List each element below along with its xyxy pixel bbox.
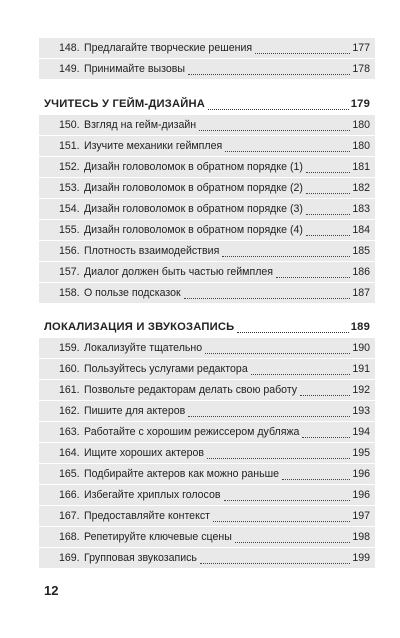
entry-number: 159. bbox=[59, 342, 80, 354]
dot-leader bbox=[188, 414, 350, 417]
entry-title: Локализуйте тщательно bbox=[84, 342, 203, 354]
entry-title: Пишите для актеров bbox=[84, 405, 186, 417]
entry-title: Репетируйте ключевые сцены bbox=[84, 531, 232, 543]
dot-leader bbox=[300, 393, 350, 396]
toc-entry bbox=[39, 400, 375, 421]
dot-leader bbox=[188, 72, 350, 75]
dot-leader bbox=[282, 477, 350, 480]
entry-title: Предоставляйте контекст bbox=[84, 510, 210, 522]
entry-title: Работайте с хорошим режиссером дубляжа bbox=[84, 426, 300, 438]
dot-leader bbox=[224, 498, 350, 501]
toc-section-heading bbox=[44, 316, 375, 338]
entry-page-number: 195 bbox=[352, 447, 370, 459]
entry-page-number: 196 bbox=[352, 468, 370, 480]
entry-number: 167. bbox=[59, 510, 80, 522]
entry-title: Предлагайте творческие решения bbox=[84, 42, 253, 54]
entry-page-number: 180 bbox=[352, 119, 370, 131]
toc-entry bbox=[39, 177, 375, 198]
entry-title: Дизайн головоломок в обратном порядке (4) bbox=[84, 224, 303, 236]
entry-number: 152. bbox=[59, 161, 80, 173]
toc-entry bbox=[39, 358, 375, 379]
entry-number: 149. bbox=[59, 63, 80, 75]
entry-page-number: 182 bbox=[352, 182, 370, 194]
entry-page-number: 197 bbox=[352, 510, 370, 522]
toc-entry bbox=[39, 337, 375, 358]
dot-leader bbox=[225, 149, 350, 152]
entry-page-number: 177 bbox=[352, 42, 370, 54]
dot-leader bbox=[207, 456, 350, 459]
toc-entry bbox=[39, 156, 375, 177]
toc-entry bbox=[39, 421, 375, 442]
dot-leader bbox=[237, 330, 349, 333]
dot-leader bbox=[255, 51, 350, 54]
entry-title: Взгляд на гейм-дизайн bbox=[84, 119, 197, 131]
entry-page-number: 185 bbox=[352, 245, 370, 257]
entry-page-number: 192 bbox=[352, 384, 370, 396]
dot-leader bbox=[184, 296, 350, 299]
entry-number: 157. bbox=[59, 266, 80, 278]
entry-title: Подбирайте актеров как можно раньше bbox=[84, 468, 280, 480]
entry-number: 164. bbox=[59, 447, 80, 459]
section-title: ЛОКАЛИЗАЦИЯ И ЗВУКОЗАПИСЬ bbox=[44, 321, 235, 333]
entry-number: 162. bbox=[59, 405, 80, 417]
entry-number: 169. bbox=[59, 552, 80, 564]
entry-number: 158. bbox=[59, 287, 80, 299]
toc-entry bbox=[39, 240, 375, 261]
entry-title: Пользуйтесь услугами редактора bbox=[84, 363, 248, 375]
entry-number: 168. bbox=[59, 531, 80, 543]
dot-leader bbox=[200, 561, 350, 564]
toc-section-heading bbox=[44, 93, 375, 115]
entry-page-number: 181 bbox=[352, 161, 370, 173]
toc-entry bbox=[39, 526, 375, 547]
dot-leader bbox=[199, 128, 350, 131]
entry-page-number: 186 bbox=[352, 266, 370, 278]
dot-leader bbox=[306, 233, 350, 236]
entry-number: 155. bbox=[59, 224, 80, 236]
dot-leader bbox=[306, 191, 350, 194]
entry-title: Изучите механики геймплея bbox=[84, 140, 223, 152]
toc-entry bbox=[39, 135, 375, 156]
toc-entry bbox=[39, 547, 375, 568]
section-page-number: 179 bbox=[350, 98, 370, 110]
entry-number: 165. bbox=[59, 468, 80, 480]
entry-page-number: 187 bbox=[352, 287, 370, 299]
toc-entry bbox=[39, 114, 375, 135]
entry-page-number: 190 bbox=[352, 342, 370, 354]
dot-leader bbox=[306, 212, 350, 215]
dot-leader bbox=[306, 170, 350, 173]
entry-page-number: 193 bbox=[352, 405, 370, 417]
entry-title: Плотность взаимодействия bbox=[84, 245, 220, 257]
entry-page-number: 196 bbox=[352, 489, 370, 501]
toc-entry bbox=[39, 198, 375, 219]
dot-leader bbox=[235, 540, 350, 543]
entry-page-number: 194 bbox=[352, 426, 370, 438]
entry-number: 156. bbox=[59, 245, 80, 257]
entry-title: Избегайте хриплых голосов bbox=[84, 489, 221, 501]
entry-page-number: 198 bbox=[352, 531, 370, 543]
entry-title: Диалог должен быть частью геймплея bbox=[84, 266, 274, 278]
entry-title: Групповая звукозапись bbox=[84, 552, 197, 564]
toc-entry bbox=[39, 219, 375, 240]
dot-leader bbox=[213, 519, 350, 522]
entry-number: 163. bbox=[59, 426, 80, 438]
entry-number: 154. bbox=[59, 203, 80, 215]
entry-number: 150. bbox=[59, 119, 80, 131]
entry-number: 160. bbox=[59, 363, 80, 375]
entry-page-number: 178 bbox=[352, 63, 370, 75]
dot-leader bbox=[222, 254, 350, 257]
section-title: УЧИТЕСЬ У ГЕЙМ-ДИЗАЙНА bbox=[44, 98, 206, 110]
dot-leader bbox=[251, 372, 350, 375]
entry-page-number: 183 bbox=[352, 203, 370, 215]
entry-number: 166. bbox=[59, 489, 80, 501]
entry-number: 151. bbox=[59, 140, 80, 152]
toc-entry bbox=[39, 282, 375, 303]
toc-entry bbox=[39, 379, 375, 400]
entry-number: 148. bbox=[59, 42, 80, 54]
entry-page-number: 184 bbox=[352, 224, 370, 236]
dot-leader bbox=[208, 107, 349, 110]
toc-entry bbox=[39, 484, 375, 505]
page-number: 12 bbox=[44, 583, 59, 598]
entry-number: 161. bbox=[59, 384, 80, 396]
entry-title: Принимайте вызовы bbox=[84, 63, 185, 75]
entry-page-number: 191 bbox=[352, 363, 370, 375]
toc-entry bbox=[39, 505, 375, 526]
dot-leader bbox=[205, 351, 350, 354]
toc-entry bbox=[39, 58, 375, 79]
entry-number: 153. bbox=[59, 182, 80, 194]
entry-page-number: 199 bbox=[352, 552, 370, 564]
entry-title: Дизайн головоломок в обратном порядке (1) bbox=[84, 161, 303, 173]
toc-entry bbox=[39, 261, 375, 282]
entry-title: Дизайн головоломок в обратном порядке (2) bbox=[84, 182, 303, 194]
entry-title: Позвольте редакторам делать свою работу bbox=[84, 384, 298, 396]
dot-leader bbox=[276, 275, 350, 278]
dot-leader bbox=[302, 435, 350, 438]
section-page-number: 189 bbox=[350, 321, 370, 333]
entry-title: Ищите хороших актеров bbox=[84, 447, 205, 459]
toc-entry bbox=[39, 442, 375, 463]
entry-title: О пользе подсказок bbox=[84, 287, 181, 299]
toc-entry bbox=[39, 37, 375, 58]
entry-page-number: 180 bbox=[352, 140, 370, 152]
entry-title: Дизайн головоломок в обратном порядке (3) bbox=[84, 203, 303, 215]
toc-entry bbox=[39, 463, 375, 484]
